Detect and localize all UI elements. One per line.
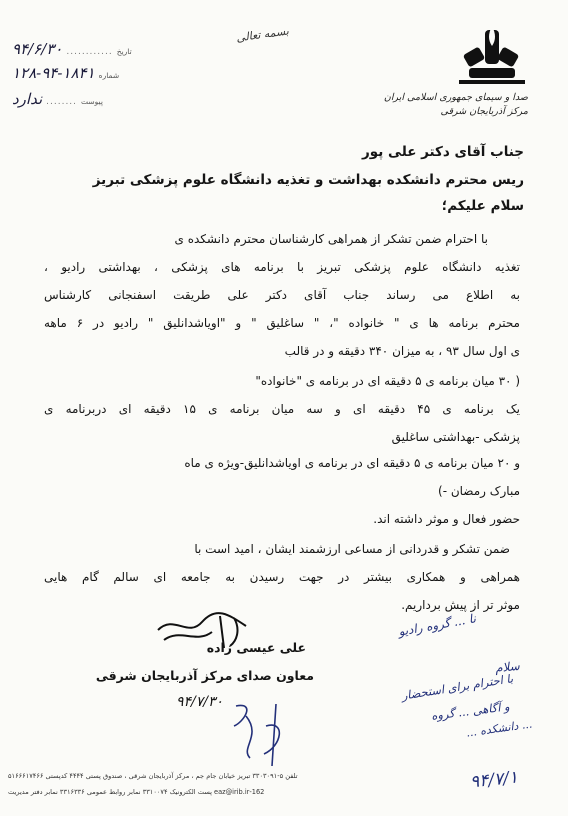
dotted-leader: ............ bbox=[66, 47, 113, 57]
greeting: سلام علیکم؛ bbox=[441, 198, 524, 214]
body-line: با احترام ضمن تشکر از همراهی کارشناسان محترم دانشکده ی bbox=[174, 232, 488, 246]
attachment-value: ندارد bbox=[12, 90, 43, 108]
bismillah-text: بسمه تعالی bbox=[235, 24, 290, 45]
dotted-leader: ........ bbox=[46, 97, 78, 107]
handwritten-scrawl-icon bbox=[226, 696, 322, 776]
body-line: یک برنامه ی ۴۵ دقیقه ای و سه میان برنامه ی ۱۵ دقیقه ای دربرنامه ی bbox=[44, 402, 520, 416]
footer-contact: 162-eaz@irib.ir پست الکترونیک ۳۳۱۰۰۷۴ نمابر روابط عمومی ۳۳۱۶۳۳۶ نمابر دفتر مدیریت bbox=[8, 788, 265, 796]
organization-branch: مرکز آذربایجان شرقی bbox=[440, 106, 528, 117]
body-line: همراهی و همکاری بیشتر در جهت رسیدن به جامعه ای سالم گام هایی bbox=[44, 570, 520, 584]
organization-name: صدا و سیمای جمهوری اسلامی ایران bbox=[383, 92, 528, 103]
number-row bbox=[12, 64, 119, 82]
handwritten-note: ... دانشکده ... bbox=[464, 717, 533, 740]
body-line: موثر تر از پیش برداریم. bbox=[401, 598, 520, 612]
handwritten-note: و آگاهی ... گروه bbox=[430, 699, 511, 723]
handwritten-note: سلام bbox=[494, 658, 521, 676]
signatory-name: علی عیسی زاده bbox=[206, 640, 306, 655]
attachment-label: پیوست bbox=[81, 97, 103, 106]
handwritten-note: نا ... گروه رادیو bbox=[397, 611, 477, 639]
body-line: ضمن تشکر و قدردانی از مساعی ارزشمند ایشان ، امید است با bbox=[194, 542, 510, 556]
recipient-name: جناب آقای دکتر علی پور bbox=[362, 144, 524, 160]
signature-date: ۹۴/۷/۳۰ bbox=[176, 694, 224, 710]
date-value: ۹۴/۶/۳۰ bbox=[12, 40, 63, 58]
date-label: تاریخ bbox=[116, 47, 132, 56]
recipient-title: ریس محترم دانشکده بهداشت و تغذیه دانشگاه علوم پزشکی تبریز bbox=[92, 172, 524, 188]
body-line: به اطلاع می رساند جناب آقای دکتر علی طریقت اسفنجانی کارشناس bbox=[44, 288, 520, 302]
number-label: شماره bbox=[98, 71, 120, 80]
body-line: تغذیه دانشگاه علوم پزشکی تبریز با برنامه های پزشکی ، بهداشتی رادیو ، bbox=[44, 260, 520, 274]
date-row bbox=[12, 40, 132, 58]
handwritten-date: ۹۴/۷/۱ bbox=[469, 767, 519, 793]
footer-address: تلفن ۵-۳۳۰۳۰۹۱ تبریز خیابان جام جم ، مرکز آذربایجان شرقی ، صندوق پستی ۴۴۴۴ کدپستی ۵۱۶۶۶۱۷۴۶۶ bbox=[8, 772, 298, 780]
body-line: و ۲۰ میان برنامه ی ۵ دقیقه ای در برنامه ی اویاشدانلیق-ویژه ی ماه bbox=[184, 456, 520, 470]
irib-logo-icon bbox=[455, 22, 529, 88]
attachment-row bbox=[12, 90, 103, 108]
body-line: ( ۳۰ میان برنامه ی ۵ دقیقه ای در برنامه ی "خانواده" bbox=[255, 374, 520, 388]
body-line: حضور فعال و موثر داشته اند. bbox=[373, 512, 520, 526]
body-line: ی اول سال ۹۳ ، به میزان ۳۴۰ دقیقه و در قالب bbox=[284, 344, 520, 358]
handwritten-note: با احترام برای استحضار bbox=[400, 671, 515, 703]
body-line: پزشکی -بهداشتی ساغلیق bbox=[391, 430, 520, 444]
number-value: ۱۲۸-۹۴-۱۸۴۱ bbox=[12, 64, 95, 82]
body-line: مبارک رمضان -) bbox=[438, 484, 520, 498]
body-line: محترم برنامه ها ی " خانواده "، " ساغلیق " و "اویاشدانلیق " رادیو در ۶ ماهه bbox=[44, 316, 520, 330]
signatory-title: معاون صدای مرکز آذربایجان شرقی bbox=[95, 668, 314, 683]
